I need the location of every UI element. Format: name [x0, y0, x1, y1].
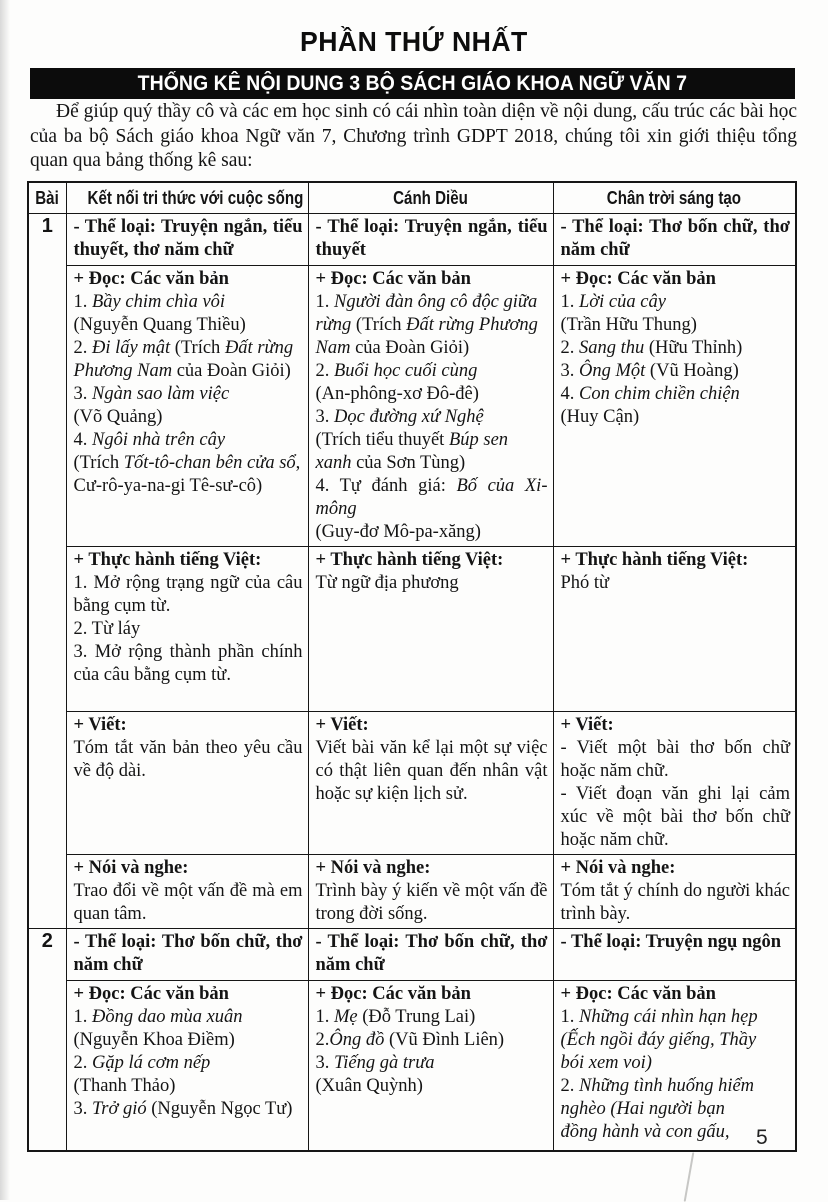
cell-paragraph: 3. Ngàn sao làm việc (Võ Quảng)	[73, 384, 230, 427]
table-cell	[66, 855, 308, 929]
column-header	[553, 182, 796, 214]
cell-paragraph: Trình bày ý kiến về một vấn đề trong đời sống.	[315, 881, 548, 924]
table-cell	[308, 712, 553, 855]
section-banner	[30, 68, 795, 99]
cell-paragraph: 3. Dọc đường xứ Nghệ (Trích tiểu thuyết Búp sen xanh của Sơn Tùng)	[315, 407, 509, 473]
cell-paragraph: 2. Sang thu (Hữu Thỉnh)	[560, 338, 743, 358]
table-cell	[308, 214, 553, 266]
cell-paragraph: Viết bài văn kể lại một sự việc có thật liên quan đến nhân vật hoặc sự kiện lịch sử.	[315, 738, 548, 804]
cell-paragraph: + Đọc: Các văn bản	[73, 269, 229, 289]
column-header-label: Chân trời sáng tạo	[607, 187, 742, 208]
table-cell	[308, 855, 553, 929]
table-row-the-loai	[28, 929, 796, 981]
lesson-number: 2	[28, 929, 66, 1151]
cell-paragraph: 1. Những cái nhìn hạn hẹp (Ếch ngồi đáy giếng, Thầy bói xem voi)	[560, 1007, 758, 1073]
cell-paragraph: 4. Tự đánh giá: Bố của Xi-mông (Guy-đơ Mô-pa-xăng)	[315, 476, 548, 542]
cell-paragraph: + Đọc: Các văn bản	[315, 269, 471, 289]
table-row-noi-va-nghe	[28, 855, 796, 929]
cell-paragraph: Phó từ	[560, 573, 610, 593]
table-cell	[553, 214, 796, 266]
cell-paragraph: + Nói và nghe:	[315, 858, 431, 878]
table-head	[28, 182, 796, 214]
cell-paragraph: 2. Buổi học cuối cùng (An-phông-xơ Đô-đê)	[315, 361, 479, 404]
cell-paragraph: 2. Đi lấy mật (Trích Đất rừng Phương Nam của Đoàn Giỏi)	[73, 338, 294, 381]
cell-paragraph: 1. Bầy chim chìa vôi (Nguyễn Quang Thiều)	[73, 292, 246, 335]
column-header-label: Kết nối tri thức với cuộc sống	[87, 187, 303, 208]
page-number: 5	[756, 1126, 768, 1149]
lesson-number: 1	[28, 214, 66, 929]
cell-paragraph: - Thể loại: Truyện ngụ ngôn	[560, 932, 782, 952]
cell-paragraph: 1. Mở rộng trạng ngữ của câu bằng cụm từ.	[73, 573, 303, 616]
cell-paragraph: 2. Từ láy	[73, 619, 141, 639]
table-row-doc	[28, 981, 796, 1151]
table-cell	[66, 266, 308, 547]
cell-paragraph: + Đọc: Các văn bản	[560, 269, 716, 289]
table-header-row	[28, 182, 796, 214]
cell-paragraph: + Nói và nghe:	[560, 858, 676, 878]
cell-paragraph: 4. Con chim chiền chiện (Huy Cận)	[560, 384, 740, 427]
cell-paragraph: + Đọc: Các văn bản	[560, 984, 716, 1004]
cell-paragraph: Từ ngữ địa phương	[315, 573, 459, 593]
cell-paragraph: Tóm tắt ý chính do người khác trình bày.	[560, 881, 790, 924]
cell-paragraph: 2.Ông đồ (Vũ Đình Liên)	[315, 1030, 505, 1050]
table-cell	[553, 981, 796, 1151]
cell-paragraph: + Đọc: Các văn bản	[315, 984, 471, 1004]
cell-paragraph: 4. Ngôi nhà trên cây (Trích Tốt-tô-chan bên cửa sổ, Cư-rô-ya-na-gi Tê-sư-cô)	[73, 430, 301, 496]
column-header	[66, 182, 308, 214]
column-header-label: Cánh Diều	[393, 187, 468, 208]
cell-paragraph: 3. Mở rộng thành phần chính của câu bằng cụm từ.	[73, 642, 303, 685]
cell-paragraph: - Viết đoạn văn ghi lại cảm xúc về một bài thơ bốn chữ hoặc năm chữ.	[560, 784, 790, 850]
table-row-thuc-hanh-tieng-viet	[28, 547, 796, 712]
page-title	[0, 26, 828, 58]
cell-paragraph: 2. Gặp lá cơm nếp (Thanh Thảo)	[73, 1053, 211, 1096]
cell-paragraph: 1. Đồng dao mùa xuân (Nguyễn Khoa Điềm)	[73, 1007, 243, 1050]
table-cell	[553, 855, 796, 929]
table-row-the-loai	[28, 214, 796, 266]
cell-paragraph: - Thể loại: Thơ bốn chữ, thơ năm chữ	[73, 932, 303, 975]
table-cell	[66, 981, 308, 1151]
cell-paragraph: 1. Mẹ (Đỗ Trung Lai)	[315, 1007, 476, 1027]
cell-paragraph: - Thể loại: Truyện ngắn, tiểu thuyết	[315, 217, 548, 260]
table-body	[28, 214, 796, 1151]
table-cell	[553, 929, 796, 981]
cell-paragraph: Trao đổi về một vấn đề mà em quan tâm.	[73, 881, 303, 924]
table-cell	[553, 547, 796, 712]
table-row-viet	[28, 712, 796, 855]
pen-mark	[684, 1152, 695, 1202]
cell-paragraph: 3. Tiếng gà trưa (Xuân Quỳnh)	[315, 1053, 435, 1096]
cell-paragraph: + Viết:	[560, 715, 614, 735]
column-header	[308, 182, 553, 214]
scan-shadow-left	[0, 0, 10, 1200]
cell-paragraph: 1. Lời của cây (Trần Hữu Thung)	[560, 292, 697, 335]
cell-paragraph: + Viết:	[315, 715, 369, 735]
cell-paragraph: 3. Trở gió (Nguyễn Ngọc Tư)	[73, 1099, 293, 1119]
cell-paragraph: + Thực hành tiếng Việt:	[560, 550, 749, 570]
section-banner-text: THỐNG KÊ NỘI DUNG 3 BỘ SÁCH GIÁO KHOA NGỮ VĂN 7	[137, 72, 688, 95]
column-header	[28, 182, 66, 214]
cell-paragraph: 1. Người đàn ông cô độc giữa rừng (Trích Đất rừng Phương Nam của Đoàn Giỏi)	[315, 292, 538, 358]
table-cell	[553, 712, 796, 855]
cell-paragraph: - Thể loại: Thơ bốn chữ, thơ năm chữ	[315, 932, 548, 975]
cell-paragraph: - Thể loại: Thơ bốn chữ, thơ năm chữ	[560, 217, 790, 260]
page-title-text: PHẦN THỨ NHẤT	[300, 26, 528, 57]
table-row-doc	[28, 266, 796, 547]
table-cell	[308, 929, 553, 981]
intro-paragraph: Để giúp quý thầy cô và các em học sinh có cái nhìn toàn diện về nội dung, cấu trúc các bài học của ba bộ Sách giáo khoa Ngữ văn 7, Chương trình GDPT 2018, chúng tôi xin giới thiệu tổng quan qua bảng thống kê sau:	[30, 101, 797, 171]
cell-paragraph: + Thực hành tiếng Việt:	[73, 550, 262, 570]
cell-paragraph: + Thực hành tiếng Việt:	[315, 550, 504, 570]
table-cell	[66, 929, 308, 981]
cell-paragraph: - Thể loại: Truyện ngắn, tiểu thuyết, thơ năm chữ	[73, 217, 303, 260]
textbook-comparison-table	[27, 181, 797, 1152]
cell-paragraph: 2. Những tình huống hiểm nghèo (Hai người bạn đồng hành và con gấu,	[560, 1076, 755, 1142]
table-cell	[308, 547, 553, 712]
table-cell	[553, 266, 796, 547]
cell-paragraph: 3. Ông Một (Vũ Hoàng)	[560, 361, 739, 381]
cell-paragraph: Tóm tắt văn bản theo yêu cầu về độ dài.	[73, 738, 303, 781]
cell-paragraph: + Đọc: Các văn bản	[73, 984, 229, 1004]
column-header-label: Bài	[35, 187, 60, 208]
table-cell	[66, 712, 308, 855]
cell-paragraph: + Nói và nghe:	[73, 858, 189, 878]
table-cell	[308, 981, 553, 1151]
cell-paragraph: - Viết một bài thơ bốn chữ hoặc năm chữ.	[560, 738, 790, 781]
table-cell	[66, 214, 308, 266]
table-cell	[308, 266, 553, 547]
table-cell	[66, 547, 308, 712]
cell-paragraph: + Viết:	[73, 715, 127, 735]
